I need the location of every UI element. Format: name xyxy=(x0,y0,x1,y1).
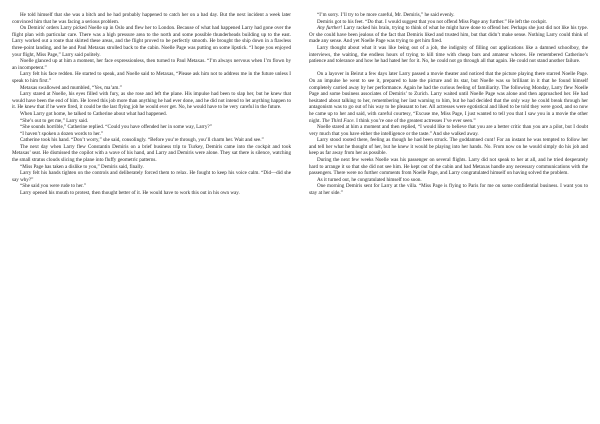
left-paragraph: “She’s out to get me,” Larry said. xyxy=(20,117,89,124)
left-paragraph: Larry felt his face redden. He started to speak, and Noelle said to Metaxas, “Please ask him not to address me in the future unless I speak to him first.” xyxy=(12,71,291,84)
left-paragraph: “She said you were rude to her.” xyxy=(20,183,87,190)
right-paragraph: As it turned out, he congratulated himself too soon. xyxy=(317,176,422,183)
left-paragraph: Larry opened his mouth to protest, then thought better of it. He would have to work this out in his own way. xyxy=(20,190,240,197)
italic-title: The Third Face. xyxy=(322,117,355,124)
right-paragraph: Larry stood rooted there, feeling as though he had been struck. The goddamned cunt! For an instant he was tempted to follow her and tell her what he thought of her, but he knew it would be playing into her hands. No. From now on he would simply do his job and keep as far away from her as possible. xyxy=(309,137,588,157)
right-paragraph: On a layover in Beirut a few days later Larry passed a movie theater and noticed that the picture playing there starred Noelle Page. On an impulse he went to see it, prepared to hate the picture and its star, but Noelle was so brilliant in it that he found himself completely carried away by her performance. Again he had the curious feeling of familiarity. The following Monday, Larry flew Noelle Page and some business associates of Demiris’ to Zurich. Larry waited until Noelle Page was alone and then approached her. He had hesitated about talking to her, remembering her last warning to him, but he had decided that the only way he could break through her antagonism was to go out of his way to be pleasant to her. All actresses were egotistical and liked to be told they were good, and so now he came up to her and said, with careful courtesy, “Excuse me, Miss Page, I just wanted to tell you that I saw you in a movie the other night. The Third Face. I think you’re one of the greatest actresses I’ve ever seen.” xyxy=(309,71,588,124)
left-paragraph: He told himself that she was a bitch and he had probably happened to catch her on a bad day. But the next incident a week later convinced him that he was facing a serious problem. xyxy=(12,12,291,25)
left-paragraph: Metaxas swallowed and mumbled, “Yes, ma’am.” xyxy=(20,84,122,91)
left-page-column xyxy=(12,12,291,416)
right-paragraph: Any further! Larry racked his brain, trying to think of what he might have done to offend her. Perhaps she just did not like his type. Or she could have been jealous of the fact that Demiris liked and trusted him, but that didn’t make sense. Nothing Larry could think of made any sense. And yet Noelle Page was trying to get him fired. xyxy=(309,25,588,45)
left-paragraph: When Larry got home, he talked to Catherine about what had happened. xyxy=(20,110,167,117)
right-paragraph: Noelle stared at him a moment and then replied, “I would like to believe that you are a better critic than you are a pilot, but I doubt very much that you have either the intelligence or the taste.” And she walked away. xyxy=(309,124,588,137)
left-paragraph: On Demiris' orders Larry picked Noelle up in Oslo and flew her to London. Because of what had happened Larry had gone over the flight plan with particular care. There was a high pressure area to the north and some possible thunderheads building up to the east. Larry worked out a route that skirted these areas, and the flight proved to be perfectly smooth. He brought the ship down in a flawless three-point landing, and he and Paul Metaxas strolled back to the cabin. Noelle Page was putting on some lipstick. “I hope you enjoyed your flight, Miss Page,” Larry said politely. xyxy=(12,25,291,58)
right-paragraph: Demiris got to his feet. “Do that. I would suggest that you not offend Miss Page any further.” He left the cockpit. xyxy=(317,18,548,25)
right-paragraph: “I’m sorry. I’ll try to be more careful, Mr. Demiris,” he said evenly. xyxy=(317,12,455,18)
left-paragraph: The next day when Larry flew Constantin Demiris on a brief business trip to Turkey, Demiris came into the cockpit and took Metaxas’ seat. He dismissed the copilot with a wave of his hand, and Larry and Demiris were alone. They sat there is silence, watching the small stratus clouds slicing the plane into fluffy geometric patterns. xyxy=(12,143,291,164)
italic-lead: Any further! xyxy=(317,25,343,32)
left-paragraph: Larry stared at Noelle, his eyes filled with fury, as she rose and left the plane. His impulse had been to slap her, but he knew that would have been the end of him. He loved this job more than anything he had ever done, and he did not intend to let anything happen to it. He knew that if he were fired, it could be the last flying job he would ever get. No, he would have to be very careful in the future. xyxy=(12,91,291,111)
right-page-column xyxy=(309,12,588,416)
right-paragraph: During the next few weeks Noelle was his passenger on several flights. Larry did not speak to her at all, and he tried desperately hard to arrange it so that she did not see him. He kept out of the cabin and had Metaxas handle any necessary communications with the passengers. There were no further comments from Noelle Page, and Larry congratulated himself on having solved the problem. xyxy=(309,157,588,177)
left-paragraph: Larry felt his hands tighten on the controls and deliberately forced them to relax. He fought to keep his voice calm. “Did—did she say why?” xyxy=(12,170,291,183)
left-paragraph: “I haven’t spoken a dozen words to her.” xyxy=(20,130,104,137)
right-paragraph: Larry thought about what it was like being out of a job, the indignity of filling out applications like a damned schoolboy, the interviews, the waiting, the endless hours of trying to kill time with cheap bars and amateur whores. He remembered Catherine’s patience and tolerance and how he had hated her for it. No, he could not go through all that again. He could not stand another failure. xyxy=(309,44,588,65)
left-paragraph: “Miss Page has taken a dislike to you,” Demiris said, finally. xyxy=(20,163,144,170)
left-paragraph: Catherine took his hand. “Don’t worry,” she said, consolingly. “Before you’re through, you’ll charm her. Wait and see.” xyxy=(20,137,264,144)
left-paragraph: Noelle glanced up at him a moment, her face expressionless, then turned to Paul Metaxas. “I’m always nervous when I’m flown by an incompetent.” xyxy=(12,58,291,71)
right-paragraph: One morning Demiris sent for Larry at the villa. “Miss Page is flying to Paris for me on some confidential business. I want you to stay at her side.” xyxy=(309,183,588,197)
left-paragraph: “She sounds horrible,” Catherine replied. “Could you have offended her in some way, Larry?” xyxy=(20,124,212,131)
